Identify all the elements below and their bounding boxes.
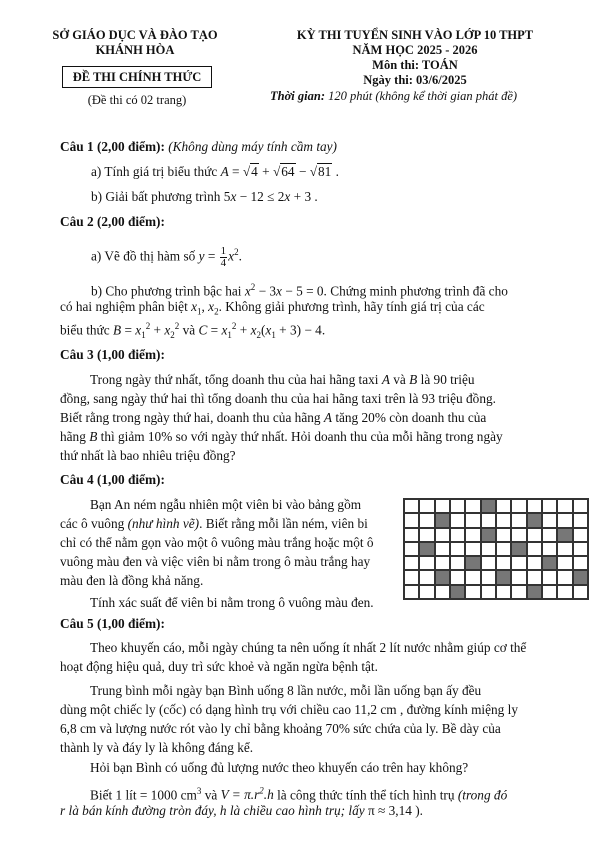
grid-cell-white [420,586,433,598]
grid-cell-black [466,557,479,569]
grid-cell-white [497,514,510,526]
grid-cell-white [497,500,510,512]
department-name [30,28,240,58]
time-line [270,89,590,104]
q4-body [60,495,400,590]
q3-l4-tail: thì giảm 10% so với ngày thứ nhất. Hỏi doanh thu của mỗi hãng trong ngày [100,429,503,444]
grid-cell-white [451,529,464,541]
grid-cell-white [528,500,541,512]
grid-cell-black [436,514,449,526]
q2-part-a: a) Vẽ đồ thị hàm số y = $\frac{1}{4}$ $x^2$. [91,244,242,269]
exam-date: Ngày thi: 03/6/2025 [363,73,467,87]
q5-para-1 [60,638,580,676]
grid-cell-white [405,543,418,555]
grid-cell-white [574,557,587,569]
grid-cell-white [558,571,571,583]
grid-cell-white [405,571,418,583]
q2-b-tail-2: . Không giải phương trình, hãy tính giá trị của các [218,299,485,314]
q3-line-2: đồng, sang ngày thứ hai thì tổng doanh thu của hai hãng taxi trên là 93 triệu đồng. [60,391,496,406]
grid-cell-white [466,514,479,526]
grid-cell-white [451,514,464,526]
grid-cell-white [482,571,495,583]
q5-para-3: Hỏi bạn Bình có uống đủ lượng nước theo khuyến cáo trên hay không? [90,760,469,775]
grid-cell-white [512,571,525,583]
q2-b-line-3: biểu thức $B = x_1^2 + x_2^2$ và $C = x_1^2 + x_2(x_1 + 3) - 4$. [60,321,326,341]
grid-cell-white [528,557,541,569]
q5-p4-l2-end: π ≈ 3,14 ). [367,803,423,818]
time-value: 120 phút (không kể thời gian phát đề) [328,89,518,103]
grid-cell-white [466,529,479,541]
grid-cell-white [574,529,587,541]
q2-b-tail-1: . Chứng minh phương trình đã cho [323,283,508,299]
grid-cell-white [436,586,449,598]
q5-p2-line-1: Trung bình mỗi ngày bạn Bình uống 8 lần nước, mỗi lần uống bạn ấy đều [90,683,482,698]
q1-part-b: b) Giải bất phương trình 5x − 12 ≤ 2x + 3 . [91,189,318,204]
grid-cell-white [512,586,525,598]
grid-cell-white [405,514,418,526]
grid-cell-white [574,514,587,526]
grid-cell-white [512,557,525,569]
q4-l2b: (như hình vẽ) [127,516,200,531]
grid-cell-white [497,529,510,541]
q3-l1: Trong ngày thứ nhất, tổng doanh thu của hai hãng taxi [90,372,379,387]
grid-cell-white [574,543,587,555]
q5-para-4-line-2 [60,801,423,820]
pages-note: (Đề thi có 02 trang) [87,93,187,107]
q1-title: Câu 1 (2,00 điểm): [60,139,165,154]
q2-b-text-3: biểu thức [60,322,110,338]
grid-cell-white [436,543,449,555]
grid-cell-white [497,543,510,555]
q3-l3: Biết rằng trong ngày thứ hai, doanh thu của hãng [60,410,321,425]
q2-b-text-1: b) Cho phương trình bậc hai [91,283,242,299]
grid-cell-white [451,500,464,512]
grid-cell-white [497,586,510,598]
grid-cell-white [436,557,449,569]
grid-cell-black [574,571,587,583]
grid-cell-white [405,500,418,512]
grid-cell-white [451,557,464,569]
grid-cell-white [512,514,525,526]
q3-l4: hãng [60,429,86,444]
q5-p4b: và [204,787,218,803]
q4-line-1: Bạn An ném ngẫu nhiên một viên bi vào bảng gồm [90,497,362,512]
grid-cell-white [558,543,571,555]
q5-para-4-line-1: Biết 1 lít = 1000 $cm^3$ và $V = \pi.r^2.h$ là công thức tính thể tích hình trụ (trong đó [90,786,508,803]
grid-cell-black [451,586,464,598]
q3-title: Câu 3 (1,00 điểm): [60,347,165,362]
grid-cell-white [420,514,433,526]
grid-cell-white [543,543,556,555]
q5-p1-line-1: Theo khuyến cáo, mỗi ngày chúng ta nên uống ít nhất 2 lít nước nhằm giúp cơ thể [90,640,527,655]
grid-cell-white [558,557,571,569]
grid-cell-white [420,571,433,583]
q3-l1-mid: và [393,372,406,387]
grid-cell-white [558,500,571,512]
exam-title: KỲ THI TUYỂN SINH VÀO LỚP 10 THPT [296,28,534,42]
grid-cell-white [482,557,495,569]
q4-title: Câu 4 (1,00 điểm): [60,472,165,487]
grid-cell-white [405,586,418,598]
grid-cell-white [482,543,495,555]
grid-cell-white [558,586,571,598]
grid-cell-white [436,529,449,541]
q4-line-3: chỉ có thể nằm gọn vào một ô vuông màu trắng hoặc một ô [60,535,374,550]
grid-cell-black [528,514,541,526]
grid-cell-white [482,514,495,526]
q5-p2-line-2: dùng một chiếc ly (cốc) có dạng hình trụ với chiều cao 11,2 cm , đường kính miệng ly [60,702,518,717]
q1-heading [60,137,337,156]
q2-b-line-1: b) Cho phương trình bậc hai $x^2 - 3x - 5 = 0$. Chứng minh phương trình đã cho [91,282,508,299]
grid-cell-white [466,500,479,512]
grid-cell-white [420,529,433,541]
q4-l2c: . Biết rằng mỗi lần ném, viên bi [199,516,368,531]
official-label: ĐỀ THI CHÍNH THỨC [72,70,202,84]
q5-p4a: Biết 1 lít = 1000 cm [90,787,197,803]
grid-cell-white [512,529,525,541]
q3-l1-tail: là 90 triệu [420,372,475,387]
grid-cell-black [482,529,495,541]
dept-line-1: SỞ GIÁO DỤC VÀ ĐÀO TẠO [52,28,218,42]
q3-body [60,370,580,465]
q5-p1-line-2: hoạt động hiệu quả, duy trì sức khoẻ và ngăn ngừa bệnh tật. [60,659,378,674]
subject: Môn thi: TOÁN [372,58,458,72]
q1-note: (Không dùng máy tính cầm tay) [168,139,337,154]
grid-cell-white [512,500,525,512]
q5-p4c: là công thức tính thể tích hình trụ [277,787,455,803]
grid-cell-black [436,571,449,583]
grid-cell-black [512,543,525,555]
q4-question: Tính xác suất để viên bi nằm trong ô vuông màu đen. [90,595,374,610]
q5-p4-l2: r là bán kính đường tròn đáy, h là chiều cao hình trụ; lấy [60,803,365,818]
q2-a-text: a) Vẽ đồ thị hàm số [91,248,196,264]
grid-cell-white [466,571,479,583]
grid-cell-black [420,543,433,555]
grid-cell-white [451,543,464,555]
grid-cell-white [451,571,464,583]
grid-cell-white [543,514,556,526]
grid-cell-white [466,586,479,598]
square-grid-figure [403,498,589,600]
grid-cell-white [543,529,556,541]
official-exam-box [62,66,212,88]
q5-p2-line-3: 6,8 cm và lượng nước rót vào ly chỉ bằng khoảng 70% sức chứa của ly. Bề dày của [60,721,501,736]
grid-cell-white [405,557,418,569]
exam-header [255,28,575,88]
grid-cell-black [528,586,541,598]
grid-cell-white [420,500,433,512]
q4-line-2 [60,514,400,533]
grid-cell-white [574,586,587,598]
grid-cell-white [528,529,541,541]
grid-cell-black [497,571,510,583]
q3-line-4: hãng B thì giảm 10% so với ngày thứ nhất. Hỏi doanh thu của mỗi hãng trong ngày [60,429,503,444]
grid-cell-white [528,543,541,555]
grid-cell-white [497,557,510,569]
q4-line-5: màu đen là đồng khả năng. [60,573,204,588]
school-year: NĂM HỌC 2025 - 2026 [352,43,478,57]
q2-b-and: và [182,322,196,338]
q5-p4d: (trong đó [457,787,508,803]
q3-line-3: Biết rằng trong ngày thứ hai, doanh thu của hãng A tăng 20% còn doanh thu của [60,410,487,425]
q3-line-1: Trong ngày thứ nhất, tổng doanh thu của hai hãng taxi A và B là 90 triệu [90,372,475,387]
q1-b-text: b) Giải bất phương trình [91,189,221,204]
grid-cell-black [482,500,495,512]
grid-cell-black [558,529,571,541]
q5-title: Câu 5 (1,00 điểm): [60,616,165,631]
q3-l3-tail: tăng 20% còn doanh thu của [335,410,487,425]
q5-p2-line-4: thành ly và đáy ly là không đáng kể. [60,740,254,755]
time-label: Thời gian: [270,89,325,103]
q4-l2a: các ô vuông [60,516,125,531]
grid-cell-black [543,557,556,569]
grid-cell-white [528,571,541,583]
grid-cell-white [543,500,556,512]
q2-title: Câu 2 (2,00 điểm): [60,214,165,229]
q4-line-4: vuông màu đen và việc viên bi nằm trong ô màu trắng hay [60,554,371,569]
q1-a-text: a) Tính giá trị biểu thức [91,164,218,179]
grid-cell-white [436,500,449,512]
grid-cell-white [543,586,556,598]
q2-b-text-2: có hai nghiệm phân biệt [60,299,188,314]
dept-line-2: KHÁNH HÒA [95,43,175,57]
grid-cell-white [574,500,587,512]
q5-para-2 [60,681,580,757]
grid-cell-white [420,557,433,569]
q3-line-5: thứ nhất là bao nhiêu triệu đồng? [60,448,236,463]
q1-part-a: a) Tính giá trị biểu thức A = √4 + √64 − √81 . [91,164,339,179]
q2-b-line-2: có hai nghiệm phân biệt $x_1$, $x_2$. Không giải phương trình, hãy tính giá trị của các [60,299,485,317]
grid-cell-white [405,529,418,541]
grid-cell-white [482,586,495,598]
grid-cell-white [466,543,479,555]
grid-cell-white [558,514,571,526]
grid-cell-white [543,571,556,583]
